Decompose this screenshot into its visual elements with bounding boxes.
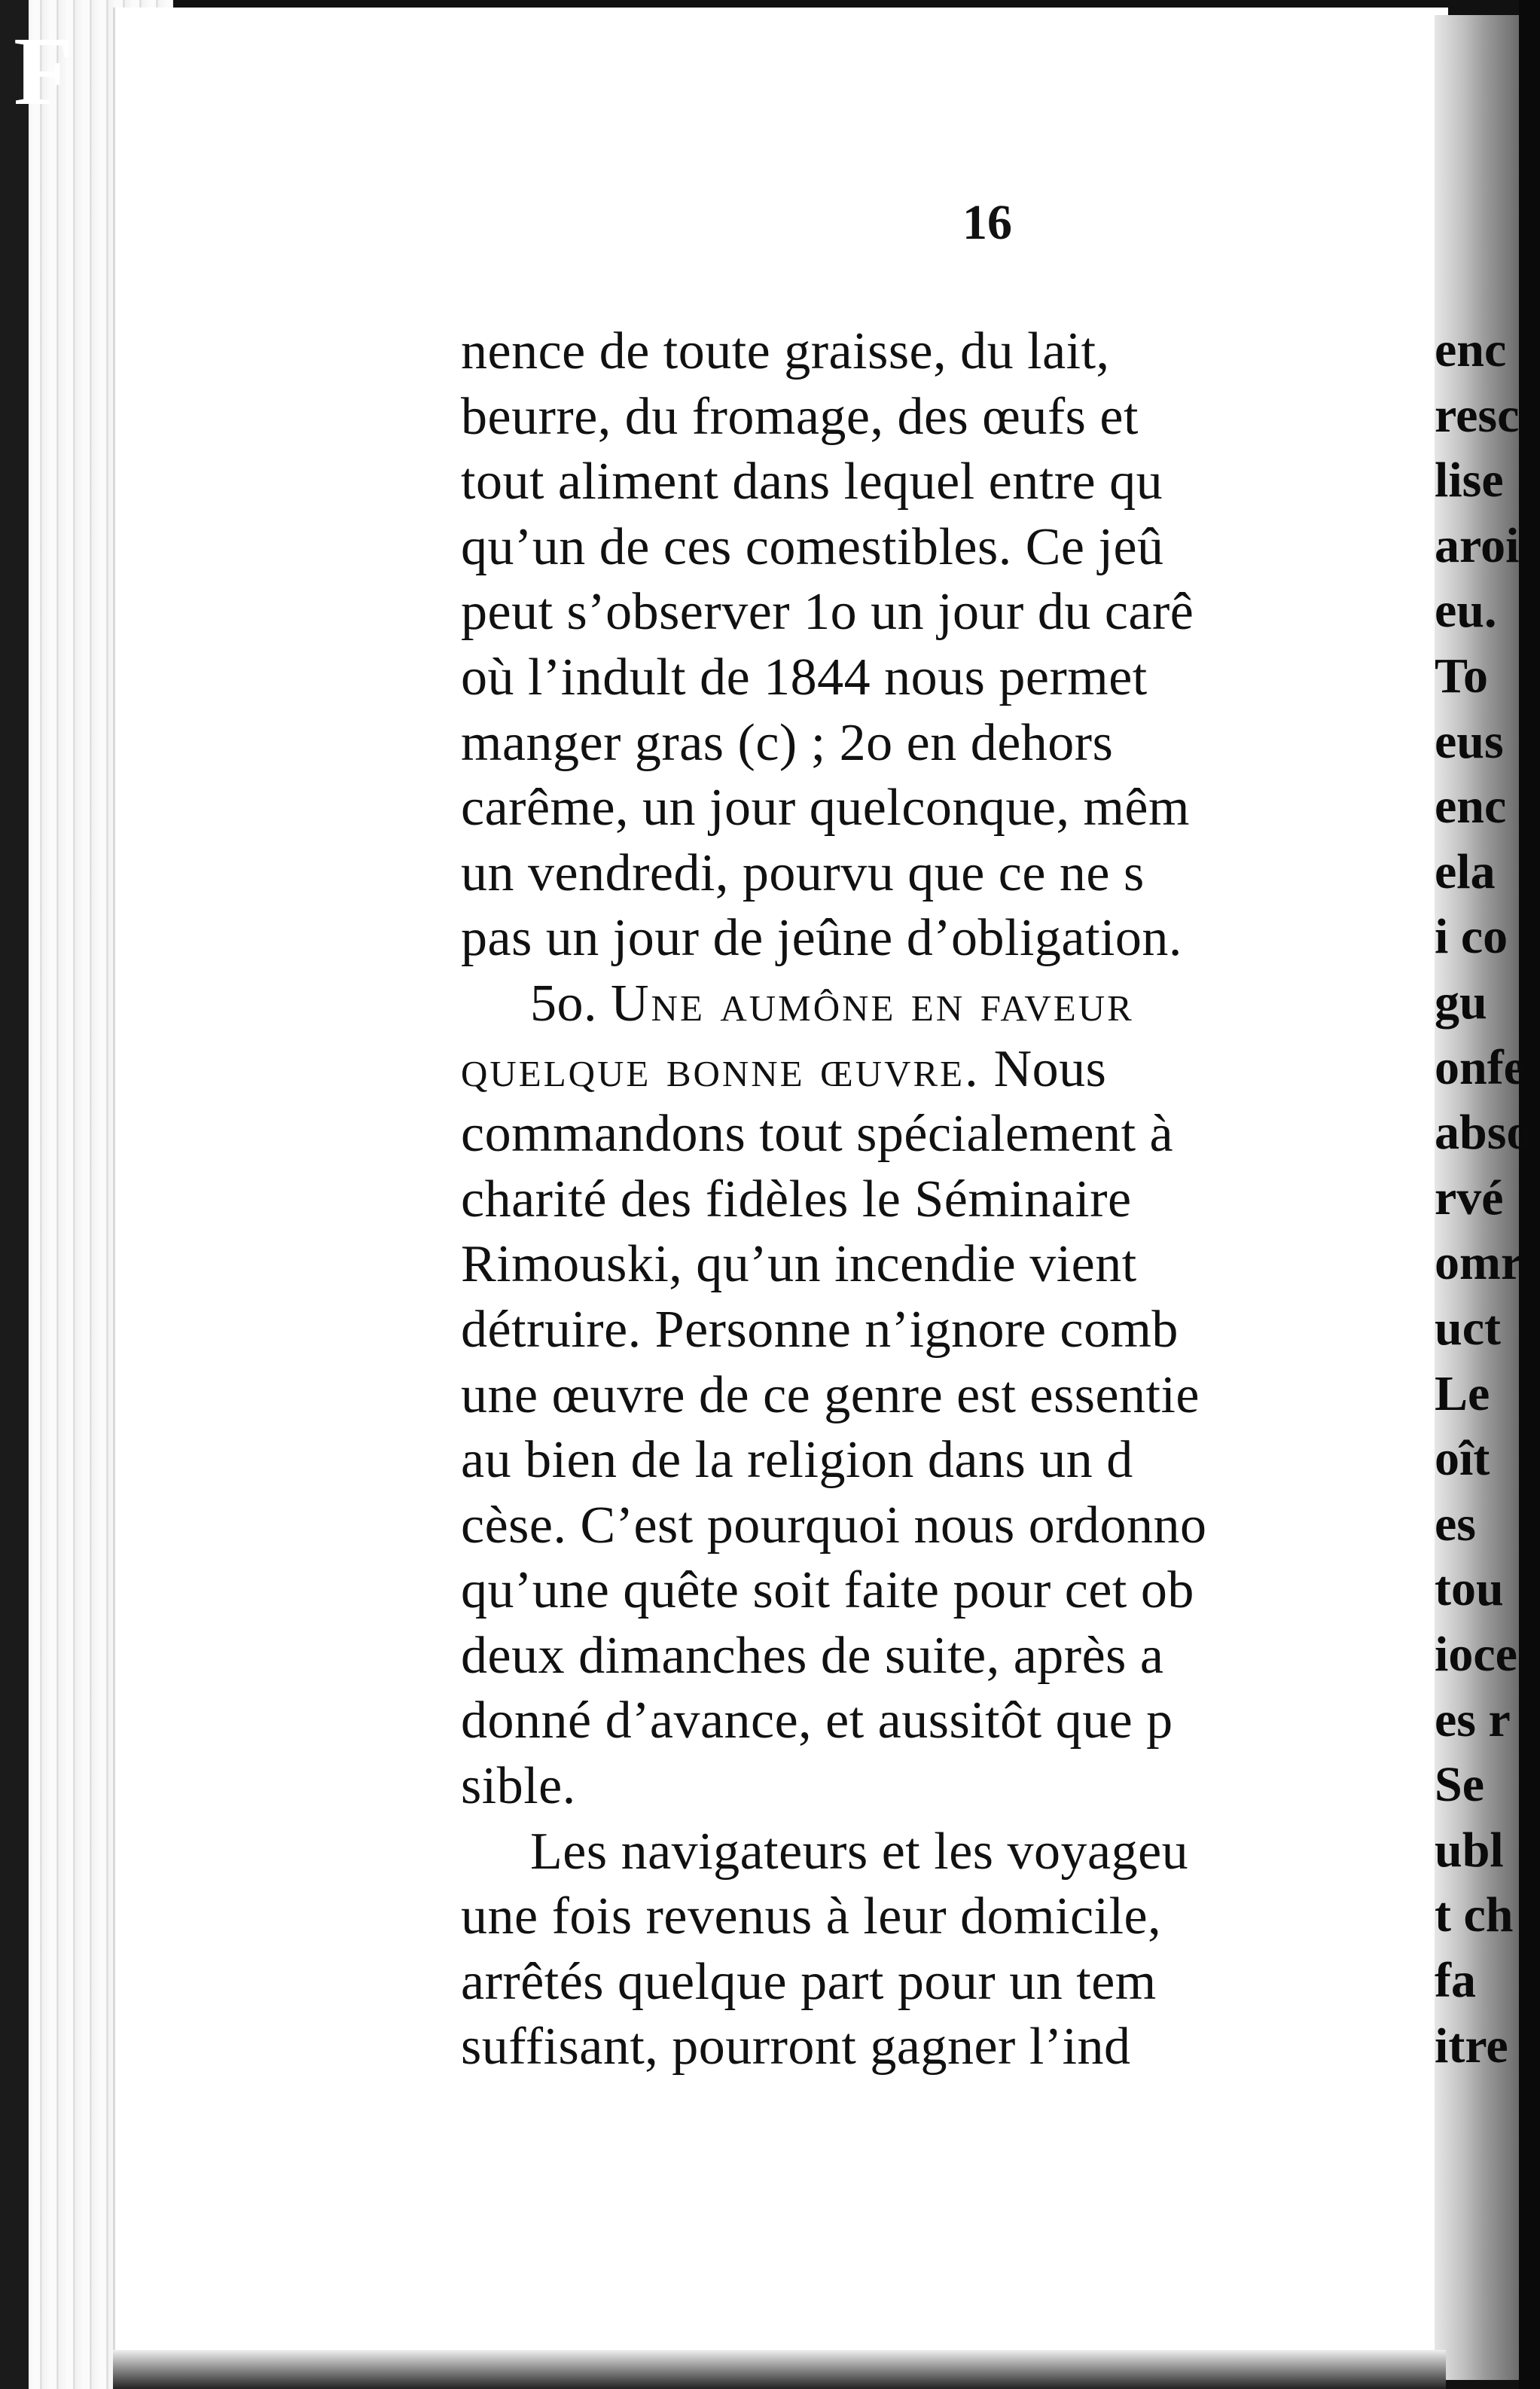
binding-shadow xyxy=(0,0,29,2389)
section-heading-line xyxy=(461,972,1509,1037)
bleed-fragment: eu. xyxy=(1435,583,1497,639)
bleed-fragment: enc xyxy=(1435,779,1507,834)
text-line: charité des fidèles le Séminaire xyxy=(461,1170,1132,1228)
bleed-fragment: uct xyxy=(1435,1301,1501,1356)
bleed-fragment: i co xyxy=(1435,909,1508,965)
text-line: deux dimanches de suite, après a xyxy=(461,1626,1164,1685)
text-line: carême, un jour quelconque, mêm xyxy=(461,779,1190,838)
bleed-fragment: ela xyxy=(1435,844,1496,899)
section-heading-caps: Une aumône en faveur xyxy=(611,974,1134,1033)
section-heading-caps: quelque bonne œuvre. xyxy=(461,1039,980,1098)
bleed-fragment: ubl xyxy=(1435,1822,1504,1878)
bleed-fragment: fa xyxy=(1435,1953,1476,2008)
bleed-fragment: abso xyxy=(1435,1105,1532,1161)
bleed-fragment: aroi xyxy=(1435,517,1520,573)
text-line: nence de toute graisse, du lait, xyxy=(461,322,1110,380)
text-line: un vendredi, pourvu que ce ne s xyxy=(461,844,1145,902)
text-line: au bien de la religion dans un d xyxy=(461,1431,1133,1490)
text-line: manger gras (c) ; 2o en dehors xyxy=(461,713,1114,772)
text-line: commandons tout spécialement à xyxy=(461,1105,1174,1164)
bleed-fragment: oît xyxy=(1435,1431,1490,1487)
bleed-fragment: onfe xyxy=(1435,1039,1526,1095)
bleed-fragment: resc xyxy=(1435,387,1520,443)
text-line: Les navigateurs et les voyageu xyxy=(530,1822,1189,1881)
text-line: où l’indult de 1844 nous permet xyxy=(461,648,1148,706)
text-line: suffisant, pourront gagner l’ind xyxy=(461,2018,1131,2076)
bleed-fragment: gu xyxy=(1435,975,1487,1030)
text-line: arrêtés quelque part pour un tem xyxy=(461,1952,1157,2011)
text-line: pas un jour de jeûne d’obligation. xyxy=(461,909,1182,968)
text-line: donné d’avance, et aussitôt que p xyxy=(461,1692,1173,1750)
bleed-fragment: lise xyxy=(1435,453,1504,508)
text-line: une fois revenus à leur domicile, xyxy=(461,1887,1162,1946)
text-line: tout aliment dans lequel entre qu xyxy=(461,453,1163,511)
section-heading-line xyxy=(461,1037,1440,1103)
bleed-fragment: ioce xyxy=(1435,1627,1517,1682)
bleed-fragment: rvé xyxy=(1435,1170,1504,1225)
bleed-fragment: Se xyxy=(1435,1757,1484,1813)
bleed-fragment: es r xyxy=(1435,1692,1511,1747)
text-line: une œuvre de ce genre est essentie xyxy=(461,1365,1200,1424)
bleed-fragment: t ch xyxy=(1435,1887,1514,1943)
text-line: détruire. Personne n’ignore comb xyxy=(461,1300,1179,1359)
text-line: cèse. C’est pourquoi nous ordonno xyxy=(461,1496,1207,1555)
adjacent-page-bleed xyxy=(1435,15,1532,2380)
bleed-fragment: tou xyxy=(1435,1561,1504,1617)
page-number: 16 xyxy=(962,195,1012,250)
text-line: beurre, du fromage, des œufs et xyxy=(461,387,1139,446)
text-line: qu’une quête soit faite pour cet ob xyxy=(461,1561,1194,1620)
bleed-fragment: To xyxy=(1435,648,1488,703)
bleed-fragment: eus xyxy=(1435,713,1504,769)
text-line: Rimouski, qu’un incendie vient xyxy=(461,1235,1137,1294)
heading-continuation: Nous xyxy=(980,1039,1107,1098)
section-number: 5o. xyxy=(530,974,611,1033)
text-line: peut s’observer 1o un jour du carê xyxy=(461,583,1194,642)
bleed-fragment: omr xyxy=(1435,1235,1523,1291)
edge-letter-fragment: F xyxy=(14,17,74,126)
text-line: sible. xyxy=(461,1757,576,1816)
text-line: qu’un de ces comestibles. Ce jeû xyxy=(461,517,1164,576)
bleed-fragment: es xyxy=(1435,1496,1476,1551)
bleed-fragment: Le xyxy=(1435,1365,1490,1421)
page-bottom-shadow xyxy=(113,2350,1446,2389)
bleed-fragment: itre xyxy=(1435,2018,1508,2073)
body-text xyxy=(461,319,1440,2080)
bleed-fragment: enc xyxy=(1435,322,1507,377)
